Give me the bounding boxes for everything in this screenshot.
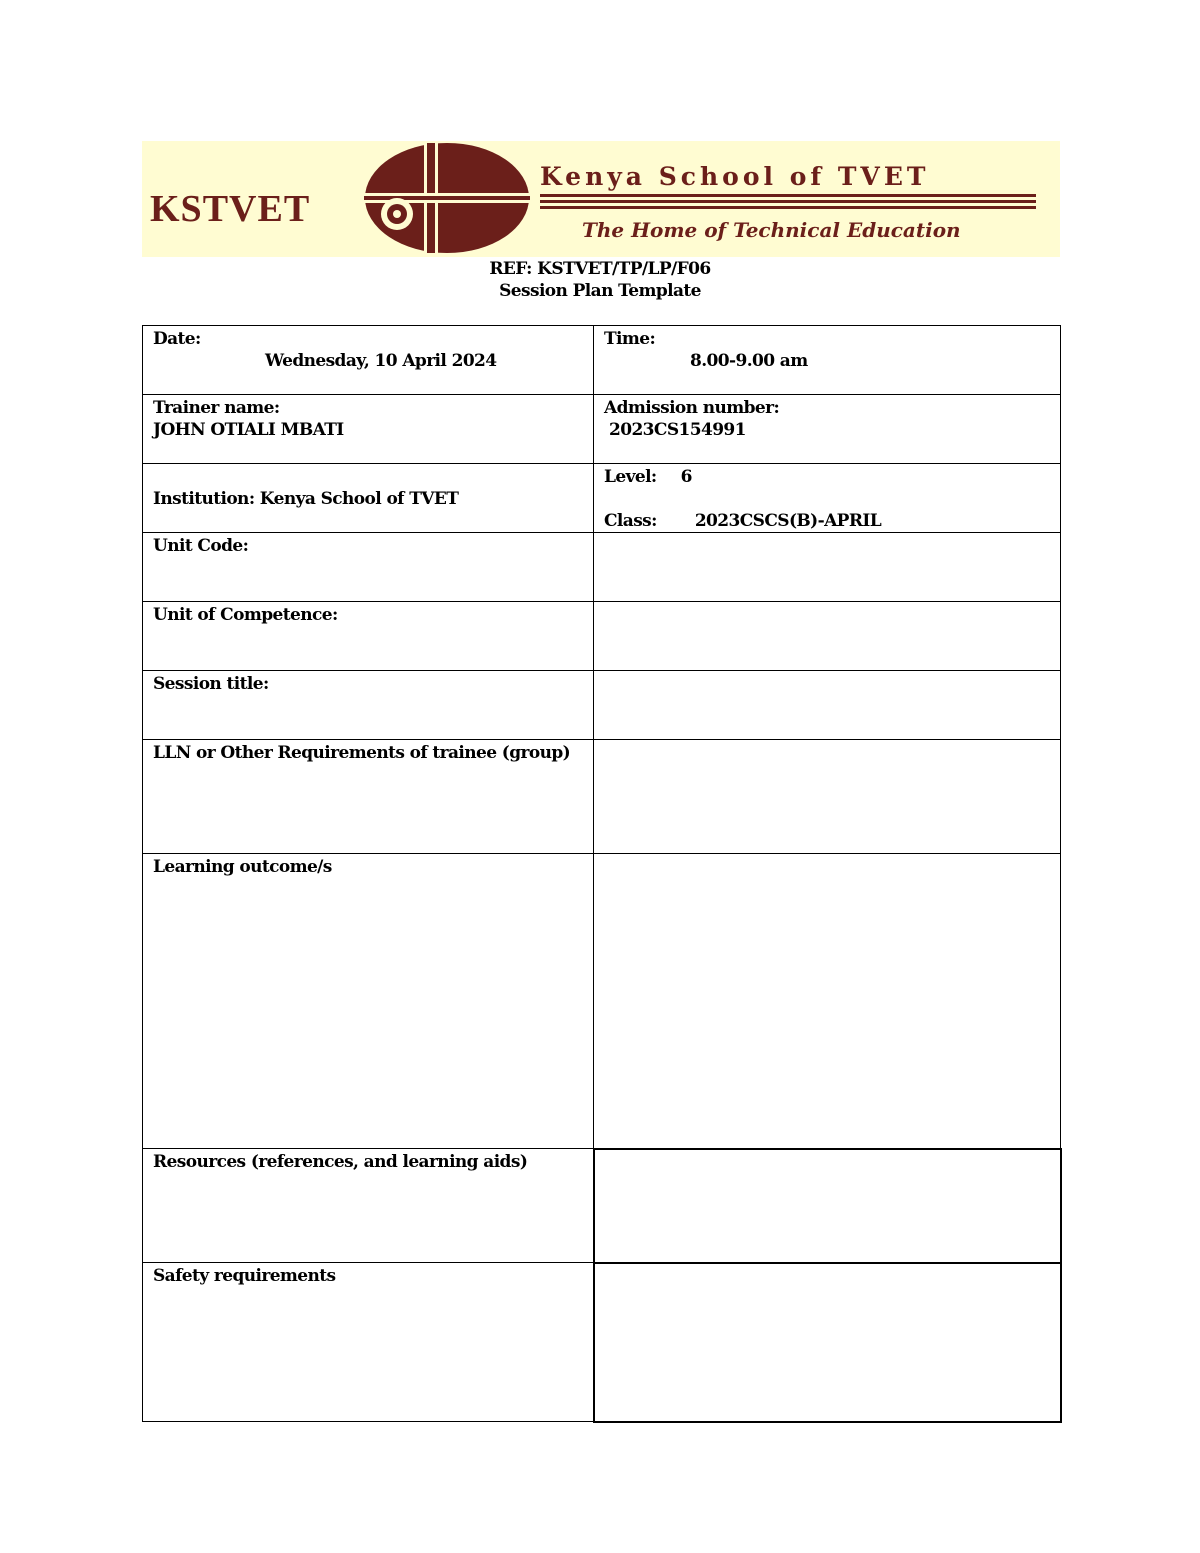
- resources-value-cell[interactable]: [594, 1149, 1061, 1263]
- session-title-label: Session title:: [153, 674, 269, 694]
- unit-competence-label: Unit of Competence:: [153, 605, 338, 625]
- safety-label: Safety requirements: [153, 1266, 336, 1286]
- learning-outcomes-cell: [143, 854, 594, 1149]
- time-label: Time:: [604, 329, 656, 349]
- date-cell: [143, 326, 594, 395]
- class-label: Class:: [604, 511, 657, 531]
- table-row: [143, 533, 1061, 602]
- learning-outcomes-label: Learning outcome/s: [153, 857, 332, 877]
- lln-value-cell[interactable]: [594, 740, 1061, 854]
- kstvet-logo: [142, 141, 1060, 257]
- table-row: [143, 854, 1061, 1149]
- header-banner: [142, 141, 1060, 257]
- safety-cell: [143, 1263, 594, 1422]
- trainer-value: JOHN OTIALI MBATI: [153, 420, 344, 440]
- learning-outcomes-value-cell[interactable]: [594, 854, 1061, 1149]
- unit-competence-cell: [143, 602, 594, 671]
- lln-cell: [143, 740, 594, 854]
- table-row: [143, 1263, 1061, 1422]
- table-row: [143, 326, 1061, 395]
- unit-code-cell: [143, 533, 594, 602]
- institution-cell: [143, 464, 594, 533]
- lln-label: LLN or Other Requirements of trainee (group): [153, 743, 571, 763]
- class-value: 2023CSCS(B)-APRIL: [694, 511, 882, 531]
- session-plan-table: [142, 325, 1062, 1423]
- level-label: Level:: [604, 467, 657, 487]
- document-ref: REF: KSTVET/TP/LP/F06: [489, 259, 711, 279]
- unit-competence-value-cell[interactable]: [594, 602, 1061, 671]
- table-row: [143, 671, 1061, 740]
- resources-label: Resources (references, and learning aids): [153, 1152, 528, 1172]
- date-value: Wednesday, 10 April 2024: [265, 351, 497, 371]
- admission-cell: [594, 395, 1061, 464]
- session-title-value-cell[interactable]: [594, 671, 1061, 740]
- logo-wordmark: KSTVET: [150, 188, 311, 230]
- date-label: Date:: [153, 329, 201, 349]
- document-title: Session Plan Template: [499, 281, 701, 301]
- time-value: 8.00-9.00 am: [690, 351, 808, 371]
- session-title-cell: [143, 671, 594, 740]
- unit-code-label: Unit Code:: [153, 536, 249, 556]
- trainer-cell: [143, 395, 594, 464]
- resources-cell: [143, 1149, 594, 1263]
- table-row: [143, 464, 1061, 533]
- logo-tagline: The Home of Technical Education: [582, 218, 961, 242]
- logo-school-name: Kenya School of TVET: [540, 162, 930, 191]
- level-class-cell: [594, 464, 1061, 533]
- table-row: [143, 395, 1061, 464]
- table-row: [143, 740, 1061, 854]
- table-row: [143, 602, 1061, 671]
- unit-code-value-cell[interactable]: [594, 533, 1061, 602]
- institution-label: Institution: Kenya School of TVET: [153, 489, 459, 509]
- trainer-label: Trainer name:: [153, 398, 280, 418]
- table-row: [143, 1149, 1061, 1263]
- admission-value: 2023CS154991: [609, 420, 746, 440]
- safety-value-cell[interactable]: [594, 1263, 1061, 1422]
- level-value: 6: [680, 467, 692, 487]
- admission-label: Admission number:: [604, 398, 780, 418]
- time-cell: [594, 326, 1061, 395]
